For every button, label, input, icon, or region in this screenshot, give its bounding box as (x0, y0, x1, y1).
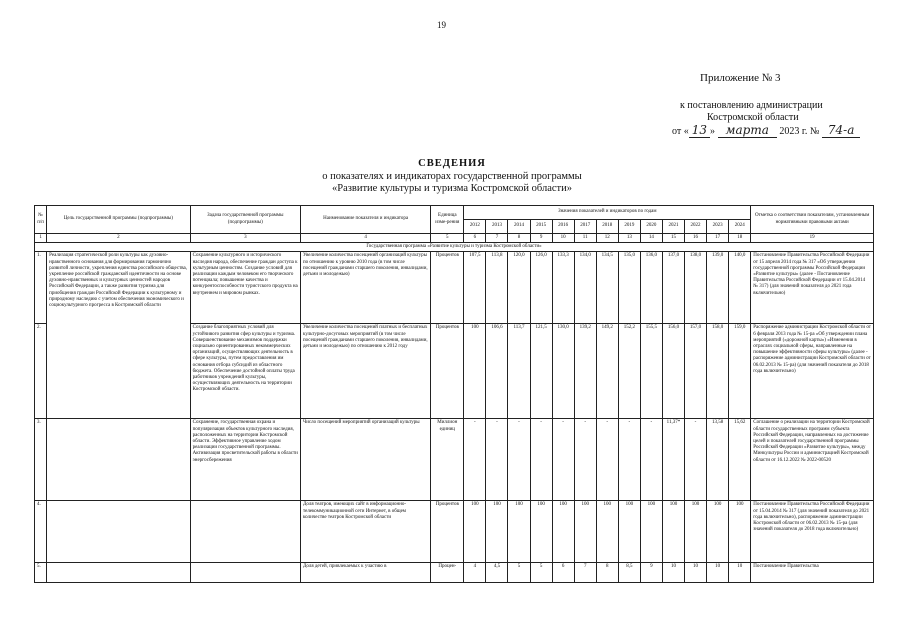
value-cell: 107,5 (464, 252, 486, 324)
goal-cell-empty (47, 501, 190, 563)
value-cell: 100 (618, 501, 640, 563)
goal-cell: Реализация стратегической роли культуры как духовно-нравственного основания для формирования гармонично развитой личности, укрепления единства российского общества, укрепление российской гражданской идентичности на основе духовно-нравственных и культурных ценностей народов Российской Федерации, а также развития туризма для приобщения граждан Российской Федерации к культурному и природному наследию с учетом обеспечения экономического и социокультурного прогресса в Костромской области (47, 252, 190, 419)
column-number: 1 (35, 234, 47, 243)
year-header: 2017 (574, 220, 596, 234)
value-cell: 139,2 (574, 324, 596, 419)
column-number: 4 (301, 234, 431, 243)
value-cell: 9 (640, 563, 662, 583)
value-cell: 10 (729, 563, 751, 583)
value-cell: 100 (684, 501, 706, 563)
value-cell: 100 (552, 501, 574, 563)
value-cell: - (508, 419, 530, 501)
value-cell: 6 (552, 563, 574, 583)
row-number: 3. (35, 419, 47, 501)
indicator-cell: Доля детей, привлекаемых к участию в (301, 563, 431, 583)
value-cell: 8 (596, 563, 618, 583)
header-task: Задача государственной программы (подпрограммы) (190, 206, 300, 234)
value-cell: 100 (640, 501, 662, 563)
year-header: 2020 (640, 220, 662, 234)
value-cell: 100 (707, 501, 729, 563)
resolution-line-2: Костромской области (707, 112, 799, 123)
value-cell: 5 (530, 563, 552, 583)
indicator-cell: Доля театров, имеющих сайт в информационно-телекоммуникационной сети Интернет, в общем количестве театров Костромской области (301, 501, 431, 563)
column-number: 18 (729, 234, 751, 243)
value-cell: 136,0 (640, 252, 662, 324)
value-cell: - (684, 419, 706, 501)
value-cell: 100 (662, 501, 684, 563)
value-cell: - (464, 419, 486, 501)
value-cell: 140,0 (729, 252, 751, 324)
value-cell: 113,8 (486, 252, 508, 324)
unit-cell: Процентов (431, 324, 464, 419)
task-cell: Создание благоприятных условий для устойчивого развития сфер культуры и туризма. Совершенствование механизмов поддержки социально ориентированных некоммерческих организаций, осуществляющих деятельность в сфере культуры, путем предоставления им основания отбора субсидий из областного бюджета. Обеспечение достойной оплаты труда работников учреждений культуры, осуществляющих деятельность на территории Костромской области. (190, 324, 300, 419)
note-cell: Распоряжение администрации Костромской области от 6 февраля 2013 года № 15-ра «Об утверждении плана мероприятий («дорожной карты») «Изменения в отраслях социальной сферы, направленные на повышение эффективности сферы культуры» (далее - распоряжение администрации Костромской области от 06.02.2013 № 15-ра) (для значений показателя до 2018 года включительно) (751, 324, 874, 419)
note-cell: Постановление Правительства Российской Федерации от 15.04.2014 № 317 (для значений показателя до 2021 года включительно), распоряжение администрации Костромской области от 06.02.2013 № 15-ра (для значений показателя до 2018 года включительно) (751, 501, 874, 563)
column-number: 19 (751, 234, 874, 243)
value-cell: 134,0 (574, 252, 596, 324)
value-cell: 11,37* (662, 419, 684, 501)
value-cell: 100 (596, 501, 618, 563)
column-number: 8 (508, 234, 530, 243)
value-cell: 10 (662, 563, 684, 583)
year-header: 2016 (552, 220, 574, 234)
year-header: 2012 (464, 220, 486, 234)
year-header: 2024 (729, 220, 751, 234)
header-unit: Единица изме-рения (431, 206, 464, 234)
row-number: 4. (35, 501, 47, 563)
value-cell: 130,0 (552, 324, 574, 419)
document-title: СВЕДЕНИЯ (418, 158, 486, 169)
column-number: 15 (662, 234, 684, 243)
column-number: 12 (596, 234, 618, 243)
document-subtitle-2: «Развитие культуры и туризма Костромской области» (331, 183, 573, 194)
task-cell-empty (190, 501, 300, 563)
value-cell: - (530, 419, 552, 501)
value-cell: 137,0 (662, 252, 684, 324)
note-cell: Постановление Правительства Российской Федерации от 15 апреля 2014 года № 317 «Об утверждении государственной программы Российской Федерации «Развитие культуры» (далее - Постановление Правительства Российской Федерации от 15.04.2014 № 317) (для значений показателя до 2021 года включительно) (751, 252, 874, 324)
column-number: 11 (574, 234, 596, 243)
value-cell: 5 (508, 563, 530, 583)
value-cell: 7 (574, 563, 596, 583)
value-cell: 100 (729, 501, 751, 563)
indicator-cell: Число посещений мероприятий организаций культуры (301, 419, 431, 501)
column-number: 7 (486, 234, 508, 243)
value-cell: 152,2 (618, 324, 640, 419)
year-header: 2015 (530, 220, 552, 234)
year-header: 2018 (596, 220, 618, 234)
value-cell: 100 (574, 501, 596, 563)
document-number-handwritten: 74-а (822, 123, 860, 138)
note-cell: Постановление Правительства (751, 563, 874, 583)
year-header: 2014 (508, 220, 530, 234)
value-cell: 126,0 (530, 252, 552, 324)
year-header: 2023 (707, 220, 729, 234)
value-cell: 100 (464, 501, 486, 563)
section-title: Государственная программа «Развитие культуры и туризма Костромской области» (35, 243, 874, 252)
date-prefix: от « (672, 126, 689, 137)
value-cell: 10 (707, 563, 729, 583)
value-cell: 135,0 (618, 252, 640, 324)
value-cell: 100 (486, 501, 508, 563)
header-num: № п/п (35, 206, 47, 234)
value-cell: 100 (508, 501, 530, 563)
value-cell: 159,0 (729, 324, 751, 419)
unit-cell: Процентов (431, 501, 464, 563)
resolution-line-1: к постановлению администрации (680, 100, 823, 111)
value-cell: 149,2 (596, 324, 618, 419)
value-cell: - (618, 419, 640, 501)
resolution-date-line (672, 123, 860, 137)
indicators-table (34, 205, 874, 583)
value-cell: 156,0 (662, 324, 684, 419)
document-subtitle-1: о показателях и индикаторах государственной программы (322, 171, 582, 182)
task-cell: Сохранение культурного и исторического наследия народа, обеспечение граждан доступа к культурным ценностям. Создание условий для реализации каждым человеком его творческого потенциала; повышение качества и конкурентоспособности туристского продукта на внутреннем и мировом рынках. (190, 252, 300, 324)
value-cell: 8,5 (618, 563, 640, 583)
value-cell: 155,5 (640, 324, 662, 419)
row-number: 2. (35, 324, 47, 419)
column-number: 13 (618, 234, 640, 243)
date-month-handwritten: марта (718, 123, 777, 138)
column-number: 9 (530, 234, 552, 243)
note-cell: Соглашение о реализации на территории Костромской области государственных программ субъекта Российской Федерации, направленных на достижение целей и показателей государственной программы Российской Федерации «Развитие культуры», между Минкультуры России и администрацией Костромской области от 16.12.2022 № 2022-00520 (751, 419, 874, 501)
row-number: 1. (35, 252, 47, 324)
header-values-group: Значения показателей и индикаторов по годам (464, 206, 751, 220)
column-number: 5 (431, 234, 464, 243)
table-row (35, 563, 874, 583)
column-number: 10 (552, 234, 574, 243)
appendix-label: Приложение № 3 (700, 72, 781, 84)
task-cell-empty (190, 563, 300, 583)
date-mid: » (710, 126, 716, 137)
table-row (35, 501, 874, 563)
year-header: 2022 (684, 220, 706, 234)
value-cell: 4,5 (486, 563, 508, 583)
year-header: 2013 (486, 220, 508, 234)
table-row (35, 252, 874, 324)
value-cell: 13,58 (707, 419, 729, 501)
value-cell: 158,0 (707, 324, 729, 419)
unit-cell: Процентов (431, 252, 464, 324)
value-cell: 121,5 (530, 324, 552, 419)
value-cell: - (640, 419, 662, 501)
row-number: 5. (35, 563, 47, 583)
unit-cell: Миллион единиц (431, 419, 464, 501)
page-number: 19 (437, 20, 446, 30)
column-number: 6 (464, 234, 486, 243)
table-row (35, 419, 874, 501)
value-cell: 120,0 (508, 252, 530, 324)
header-note: Отметка о соответствии показателям, установленным нормативными правовыми актами (751, 206, 874, 234)
value-cell: 15,62 (729, 419, 751, 501)
goal-cell-empty (47, 563, 190, 583)
indicator-cell: Увеличение количества посещений платных и бесплатных культурно-досуговых мероприятий (в том числе посещений гражданами старшего поколения, инвалидами, детьми и молодежью) по отношению к 2012 году (301, 324, 431, 419)
value-cell: 133,3 (552, 252, 574, 324)
goal-cell-empty (47, 419, 190, 501)
column-number: 14 (640, 234, 662, 243)
date-day-handwritten: 13 (689, 123, 710, 138)
value-cell: 113,7 (508, 324, 530, 419)
header-goal: Цель государственной программы (подпрограммы) (47, 206, 190, 234)
value-cell: 100 (464, 324, 486, 419)
value-cell: 10 (684, 563, 706, 583)
unit-cell: Процен- (431, 563, 464, 583)
value-cell: 138,0 (684, 252, 706, 324)
indicator-cell: Увеличение количества посещений организаций культуры по отношению к уровню 2010 года (в том числе посещений гражданами старшего поколения, инвалидами, детьми и молодежью) (301, 252, 431, 324)
year-header: 2021 (662, 220, 684, 234)
task-cell: Сохранение, государственная охрана и популяризация объектов культурного наследия, расположенных на территории Костромской области. Эффективное управление ходом реализации государственной программы. Активизация просветительской работы в области энергосбережения (190, 419, 300, 501)
year-header: 2019 (618, 220, 640, 234)
value-cell: 100 (530, 501, 552, 563)
value-cell: 157,0 (684, 324, 706, 419)
value-cell: 134,5 (596, 252, 618, 324)
value-cell: - (486, 419, 508, 501)
value-cell: - (596, 419, 618, 501)
value-cell: 4 (464, 563, 486, 583)
date-year: 2023 г. № (779, 126, 820, 137)
column-number: 16 (684, 234, 706, 243)
value-cell: 139,0 (707, 252, 729, 324)
value-cell: 106,6 (486, 324, 508, 419)
value-cell: - (574, 419, 596, 501)
column-number: 3 (190, 234, 300, 243)
header-indicator: Наименование показателя и индикатора (301, 206, 431, 234)
value-cell: - (552, 419, 574, 501)
column-number: 17 (707, 234, 729, 243)
column-number: 2 (47, 234, 190, 243)
